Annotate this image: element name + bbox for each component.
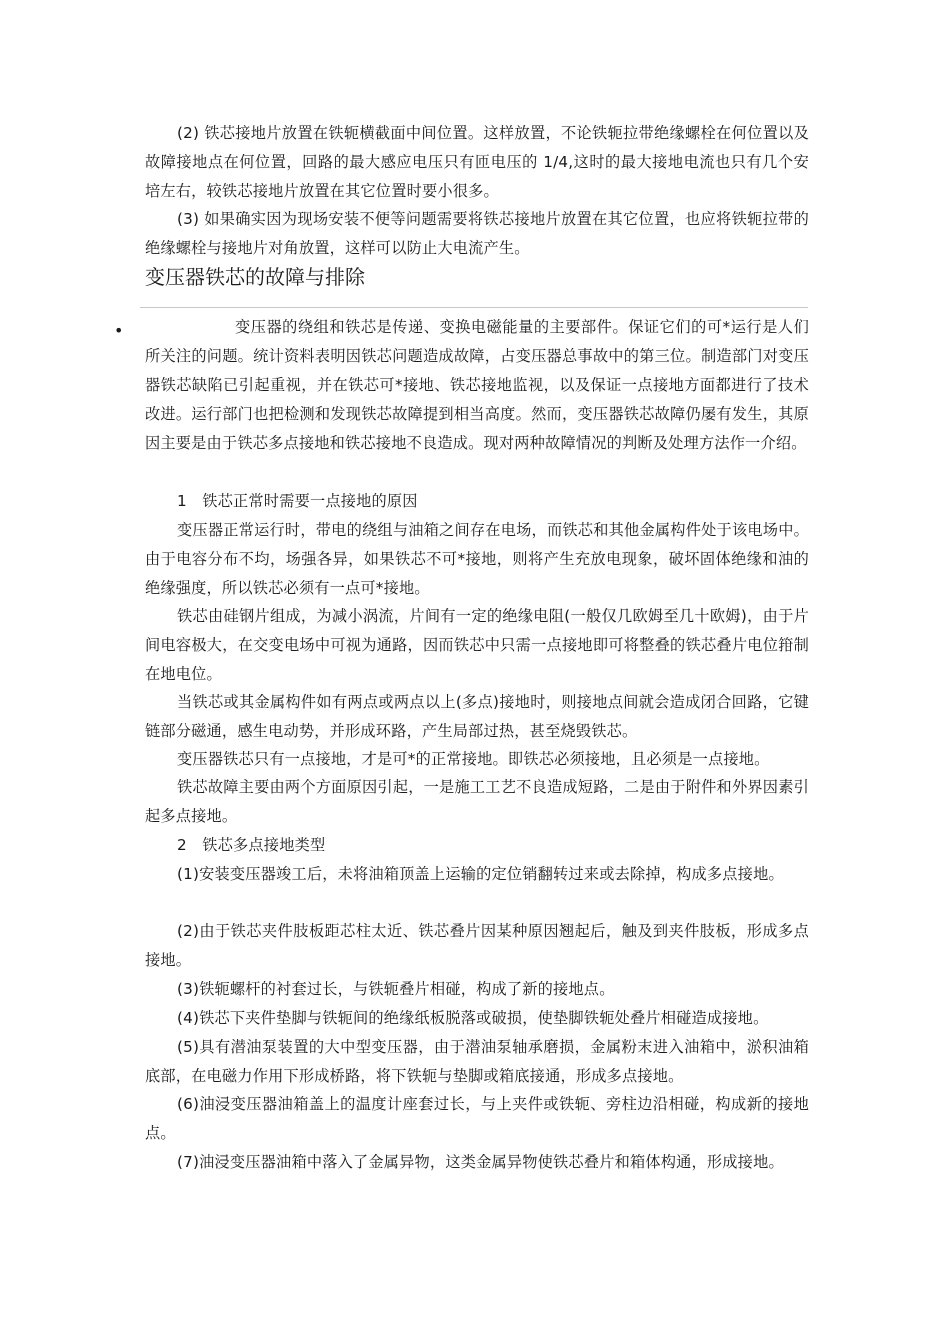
subheading-multipoint-types: 2 铁芯多点接地类型	[177, 836, 326, 854]
paragraph-grounding-diagonal: (3) 如果确实因为现场安装不便等问题需要将铁芯接地片放置在其它位置，也应将铁轭拉带的绝缘螺栓与接地片对角放置，这样可以防止大电流产生。	[145, 210, 809, 257]
section-heading: 变压器铁芯的故障与排除	[145, 265, 365, 289]
heading-divider	[140, 307, 808, 308]
list-item-1: (1)安装变压器竣工后，未将油箱顶盖上运输的定位销翻转过来或去除掉，构成多点接地。	[177, 865, 784, 883]
list-item-4: (4)铁芯下夹件垫脚与铁轭间的绝缘纸板脱落或破损，使垫脚铁轭处叠片相碰造成接地。	[177, 1009, 769, 1027]
paragraph-normal-grounding: 变压器铁芯只有一点接地，才是可*的正常接地。即铁芯必须接地，且必须是一点接地。	[177, 750, 770, 768]
paragraph-grounding-middle: (2) 铁芯接地片放置在铁轭横截面中间位置。这样放置，不论铁轭拉带绝缘螺栓在何位置以及故障接地点在何位置，回路的最大感应电压只有匝电压的 1/4,这时的最大接地电流也只有几个安培左右，较铁芯接地片放置在其它位置时要小很多。	[145, 124, 809, 200]
list-item-2: (2)由于铁芯夹件肢板距芯柱太近、铁芯叠片因某种原因翘起后，触及到夹件肢板，形成多点接地。	[145, 922, 809, 969]
list-item-3: (3)铁轭螺杆的衬套过长，与铁轭叠片相碰，构成了新的接地点。	[177, 980, 615, 998]
list-item-5: (5)具有潜油泵装置的大中型变压器，由于潜油泵轴承磨损，金属粉末进入油箱中，淤积油箱底部，在电磁力作用下形成桥路，将下铁轭与垫脚或箱底接通，形成多点接地。	[145, 1038, 809, 1085]
list-item-6: (6)油浸变压器油箱盖上的温度计座套过长，与上夹件或铁轭、旁柱边沿相碰，构成新的接地点。	[145, 1095, 809, 1142]
paragraph-multipoint-loop: 当铁芯或其金属构件如有两点或两点以上(多点)接地时，则接地点间就会造成闭合回路，它键链部分磁通，感生电动势，并形成环路，产生局部过热，甚至烧毁铁芯。	[145, 693, 809, 740]
paragraph-fault-causes: 铁芯故障主要由两个方面原因引起，一是施工工艺不良造成短路，二是由于附件和外界因素引起多点接地。	[145, 778, 809, 825]
paragraph-electric-field: 变压器正常运行时，带电的绕组与油箱之间存在电场，而铁芯和其他金属构件处于该电场中。由于电容分布不均，场强各异，如果铁芯不可*接地，则将产生充放电现象，破坏固体绝缘和油的绝缘强度，所以铁芯必须有一点可*接地。	[145, 521, 809, 597]
list-bullet: •	[114, 321, 124, 340]
intro-paragraph: 变压器的绕组和铁芯是传递、变换电磁能量的主要部件。保证它们的可*运行是人们所关注的问题。统计资料表明因铁芯问题造成故障，占变压器总事故中的第三位。制造部门对变压器铁芯缺陷已引起重视，并在铁芯可*接地、铁芯接地监视，以及保证一点接地方面都进行了技术改进。运行部门也把检测和发现铁芯故障提到相当高度。然而，变压器铁芯故障仍屡有发生，其原因主要是由于铁芯多点接地和铁芯接地不良造成。现对两种故障情况的判断及处理方法作一介绍。	[145, 318, 809, 452]
list-item-7: (7)油浸变压器油箱中落入了金属异物，这类金属异物使铁芯叠片和箱体构通，形成接地。	[177, 1153, 784, 1171]
subheading-one-point-grounding: 1 铁芯正常时需要一点接地的原因	[177, 492, 418, 510]
paragraph-silicon-steel: 铁芯由硅钢片组成，为减小涡流，片间有一定的绝缘电阻(一般仅几欧姆至几十欧姆)，由于片间电容极大，在交变电场中可视为通路，因而铁芯中只需一点接地即可将整叠的铁芯叠片电位箝制在地电位。	[145, 607, 809, 683]
